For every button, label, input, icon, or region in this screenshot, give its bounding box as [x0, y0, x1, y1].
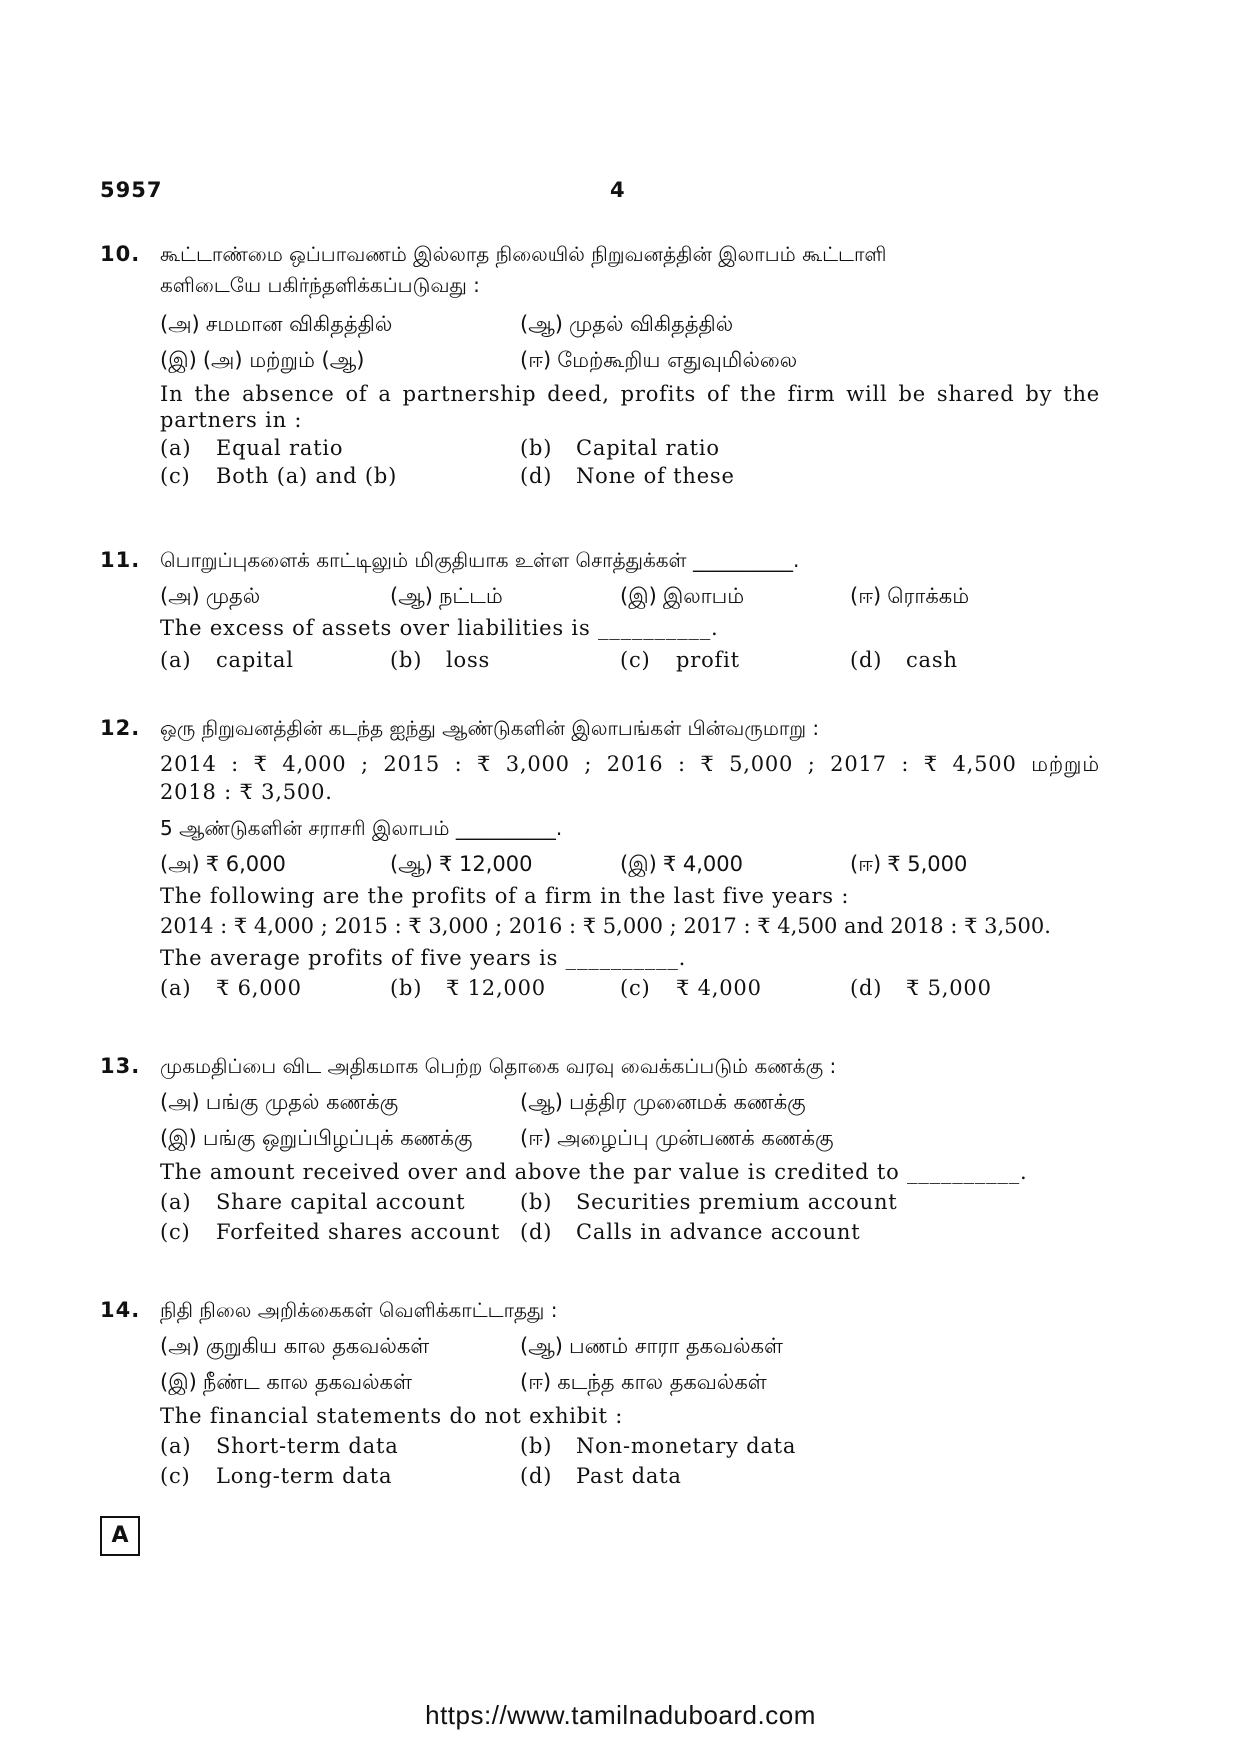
question-text-english: partners in :	[160, 408, 303, 432]
option-tamil: (இ) ₹ 4,000	[620, 852, 743, 876]
option-tamil: (இ) பங்கு ஒறுப்பிழப்புக் கணக்கு	[160, 1126, 473, 1150]
footer-url: https://www.tamilnaduboard.com	[425, 1700, 816, 1730]
option-tamil: (ஆ) பணம் சாரா தகவல்கள்	[520, 1334, 783, 1358]
question-data-tamil: 2018 : ₹ 3,500.	[160, 780, 333, 804]
option-tamil: (ஈ) ₹ 5,000	[850, 852, 968, 876]
question-text-tamil: கூட்டாண்மை ஒப்பாவணம் இல்லாத நிலையில் நிறுவனத்தின் இலாபம் கூட்டாளி	[160, 242, 887, 266]
option-tamil: (ஈ) அழைப்பு முன்பணக் கணக்கு	[520, 1126, 834, 1150]
question-text-english: The excess of assets over liabilities is __________.	[160, 616, 719, 640]
option-tamil: (ஆ) பத்திர முனைமக் கணக்கு	[520, 1090, 806, 1114]
page-header	[100, 178, 1100, 210]
option-english: (c) Both (a) and (b)	[160, 464, 398, 488]
option-english: (d) Calls in advance account	[520, 1220, 861, 1244]
question-text-tamil: பொறுப்புகளைக் காட்டிலும் மிகுதியாக உள்ள சொத்துக்கள் __________.	[160, 548, 800, 572]
question-number: 12.	[100, 716, 141, 740]
question-data-english: 2014 : ₹ 4,000 ; 2015 : ₹ 3,000 ; 2016 : ₹ 5,000 ; 2017 : ₹ 4,500 and 2018 : ₹ 3,500.	[160, 914, 1051, 938]
question-text-english: The average profits of five years is __________.	[160, 946, 687, 970]
option-english: (b) ₹ 12,000	[390, 976, 546, 1000]
option-english: (a) ₹ 6,000	[160, 976, 302, 1000]
option-english: (d) ₹ 5,000	[850, 976, 992, 1000]
option-tamil: (இ) நீண்ட கால தகவல்கள்	[160, 1370, 412, 1394]
question-text-tamil: ஒரு நிறுவனத்தின் கடந்த ஐந்து ஆண்டுகளின் இலாபங்கள் பின்வருமாறு :	[160, 716, 820, 740]
question-text-tamil: நிதி நிலை அறிக்கைகள் வெளிக்காட்டாதது :	[160, 1298, 558, 1322]
question-text-tamil: 5 ஆண்டுகளின் சராசரி இலாபம் __________.	[160, 816, 563, 840]
question-text-english: The following are the profits of a firm in the last five years :	[160, 884, 850, 908]
question-text-english: In the absence of a partnership deed, profits of the firm will be shared by the	[160, 382, 1100, 406]
option-english: (a) capital	[160, 648, 294, 672]
option-tamil: (ஆ) முதல் விகிதத்தில்	[520, 312, 734, 336]
option-tamil: (ஈ) கடந்த கால தகவல்கள்	[520, 1370, 767, 1394]
question-text-english: The amount received over and above the par value is credited to __________.	[160, 1160, 1028, 1184]
option-english: (d) None of these	[520, 464, 735, 488]
option-english: (d) cash	[850, 648, 958, 672]
option-english: (a) Share capital account	[160, 1190, 466, 1214]
option-tamil: (அ) பங்கு முதல் கணக்கு	[160, 1090, 399, 1114]
option-english: (c) Forfeited shares account	[160, 1220, 501, 1244]
question-text-tamil: களிடையே பகிர்ந்தளிக்கப்படுவது :	[160, 273, 480, 297]
option-english: (b) Non-monetary data	[520, 1434, 797, 1458]
option-tamil: (அ) சமமான விகிதத்தில்	[160, 312, 393, 336]
option-tamil: (ஈ) மேற்கூறிய எதுவுமில்லை	[520, 348, 798, 372]
option-tamil: (அ) முதல்	[160, 584, 261, 608]
option-english: (b) Securities premium account	[520, 1190, 898, 1214]
version-box: A	[100, 1516, 140, 1556]
paper-code: 5957	[100, 178, 163, 202]
option-tamil: (இ) இலாபம்	[620, 584, 745, 608]
question-number: 13.	[100, 1054, 141, 1078]
page-number: 4	[610, 178, 625, 202]
option-english: (b) loss	[390, 648, 491, 672]
option-tamil: (ஈ) ரொக்கம்	[850, 584, 970, 608]
option-english: (c) Long-term data	[160, 1464, 393, 1488]
question-number: 11.	[100, 548, 141, 572]
option-english: (c) ₹ 4,000	[620, 976, 762, 1000]
option-tamil: (அ) ₹ 6,000	[160, 852, 286, 876]
question-number: 10.	[100, 242, 141, 266]
option-english: (c) profit	[620, 648, 740, 672]
option-english: (b) Capital ratio	[520, 436, 720, 460]
option-tamil: (இ) (அ) மற்றும் (ஆ)	[160, 348, 365, 372]
question-text-english: The financial statements do not exhibit :	[160, 1404, 624, 1428]
option-english: (a) Equal ratio	[160, 436, 344, 460]
option-english: (a) Short-term data	[160, 1434, 399, 1458]
question-data-tamil: 2014 : ₹ 4,000 ; 2015 : ₹ 3,000 ; 2016 : ₹ 5,000 ; 2017 : ₹ 4,500 மற்றும்	[160, 752, 1100, 776]
question-number: 14.	[100, 1298, 141, 1322]
option-tamil: (ஆ) நட்டம்	[390, 584, 503, 608]
option-tamil: (ஆ) ₹ 12,000	[390, 852, 533, 876]
option-tamil: (அ) குறுகிய கால தகவல்கள்	[160, 1334, 430, 1358]
question-text-tamil: முகமதிப்பை விட அதிகமாக பெற்ற தொகை வரவு வைக்கப்படும் கணக்கு :	[160, 1054, 837, 1078]
option-english: (d) Past data	[520, 1464, 682, 1488]
